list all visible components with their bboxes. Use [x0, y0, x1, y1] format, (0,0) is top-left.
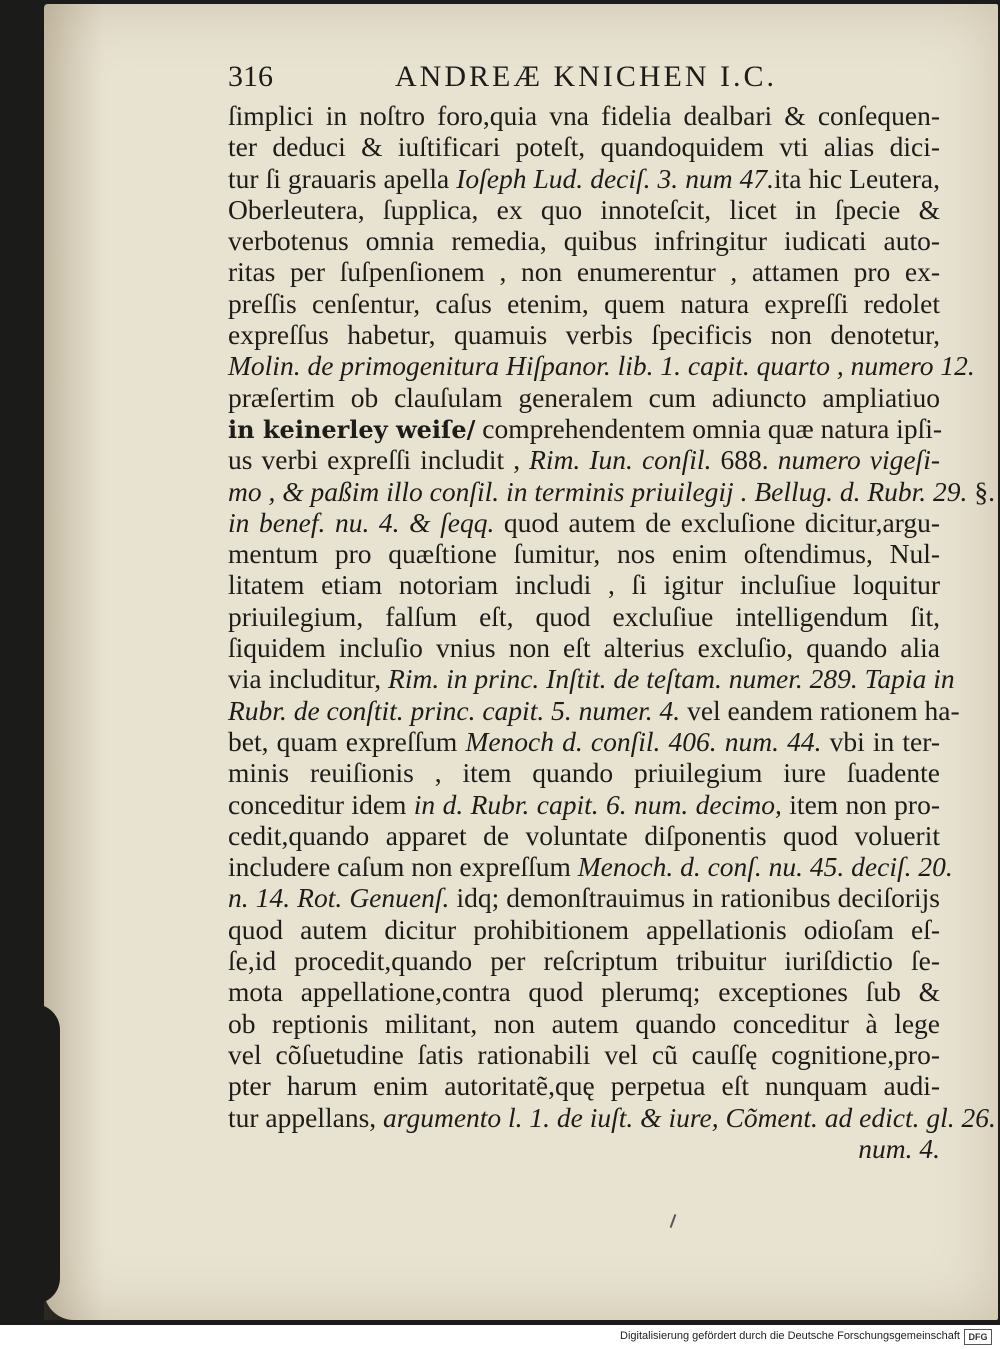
text-segment: preſſis cenſentur, caſus etenim, quem natura expreſſi redolet	[228, 287, 940, 319]
text-segment: mota appellatione,contra quod plerumq; exceptiones ſub &	[228, 976, 940, 1008]
text-segment: 688.	[720, 444, 778, 476]
text-line	[228, 601, 940, 632]
text-line	[228, 412, 943, 444]
text-line	[228, 851, 953, 883]
text-line	[228, 1008, 940, 1039]
italic-citation: numero vigeſi-	[777, 444, 940, 476]
text-segment: ita hic Leutera,	[774, 162, 940, 194]
text-segment: præſertim ob clauſulam generalem cum adiuncto ampliatiuo	[228, 381, 940, 413]
text-line	[228, 444, 940, 475]
footer-bar	[0, 1325, 1000, 1349]
text-segment: minis reuiſionis , item quando priuilegium iure ſuadente	[228, 757, 940, 789]
text-segment: item non pro-	[781, 788, 940, 820]
text-line	[228, 914, 940, 945]
text-line	[228, 789, 940, 820]
text-line	[228, 1039, 940, 1070]
text-segment: via includitur,	[228, 663, 389, 695]
text-line	[228, 945, 940, 976]
text-segment: litatem etiam notoriam includi , ſi igitur incluſiue loquitur	[228, 569, 940, 601]
text-line	[228, 538, 940, 569]
text-segment: vel cõſuetudine ſatis rationabili vel cũ cauſſę cognitione,pro-	[228, 1038, 940, 1070]
page-number: 316	[228, 60, 273, 93]
text-line	[228, 507, 940, 538]
text-segment: ſe,id procedit,quando per reſcriptum tribuitur iuriſdictio ſe-	[228, 945, 940, 977]
text-segment: cedit,quando apparet de voluntate diſponentis quod voluerit	[228, 819, 940, 851]
italic-citation: in benef. nu. 4. & ſeqq.	[228, 506, 495, 538]
text-segment: pter harum enim autoritatẽ,quę perpetua eſt nunquam audi-	[228, 1070, 940, 1102]
italic-citation: num. 4.	[858, 1132, 940, 1164]
text-segment: ritas per ſuſpenſionem , non enumerentur , attamen pro ex-	[228, 256, 940, 288]
text-segment: us verbi expreſſi includit ,	[228, 444, 530, 476]
text-segment: Oberleutera, ſupplica, ex quo innoteſcit, licet in ſpecie &	[228, 193, 940, 225]
text-line	[228, 256, 940, 287]
text-segment: idq; demonſtrauimus in rationibus deciſorijs	[449, 882, 940, 914]
text-line	[228, 1101, 996, 1133]
text-segment: ter deduci & iuſtificari poteſt, quandoquidem vti alias dici-	[228, 131, 940, 163]
text-line	[228, 131, 940, 162]
text-segment: quod autem de excluſione dicitur,argu-	[494, 506, 940, 538]
text-segment: comprehendentem omnia quæ natura ipſi-	[475, 412, 943, 444]
text-segment: conceditur idem	[228, 788, 414, 820]
text-line	[228, 319, 940, 350]
text-line	[228, 1070, 940, 1101]
text-segment: quod autem dicitur prohibitionem appellationis odioſam eſ-	[228, 913, 940, 945]
text-segment: verbotenus omnia remedia, quibus infringitur iudicati auto-	[228, 225, 940, 257]
text-line	[228, 163, 940, 194]
italic-citation: argumento l. 1. de iuſt. & iure, Cõment. ad edict. gl. 26.	[383, 1101, 996, 1133]
text-segment: includere caſum non expreſſum	[228, 851, 578, 883]
text-line	[228, 569, 940, 600]
text-segment: tur ſi grauaris apella	[228, 162, 457, 194]
text-line	[228, 475, 995, 507]
text-line	[228, 726, 940, 757]
italic-citation: Menoch d. conſil. 406. num. 44.	[465, 725, 822, 757]
text-segment: ob reptionis militant, non autem quando conceditur à lege	[228, 1007, 940, 1039]
text-segment: mentum pro quæſtione ſumitur, nos enim oſtendimus, Nul-	[228, 538, 940, 570]
italic-citation: Rim. Iun. conſil.	[529, 444, 721, 476]
italic-citation: Rubr. de conſtit. princ. capit. 5. numer. 4.	[228, 694, 681, 726]
text-segment: §.	[967, 475, 995, 507]
text-line	[228, 194, 940, 225]
text-segment: priuilegium, falſum eſt, quod excluſiue intelligendum ſit,	[228, 600, 940, 632]
text-line	[228, 757, 940, 788]
running-head: ANDREÆ KNICHEN I.C.	[395, 60, 777, 93]
text-segment: vbi in ter-	[821, 725, 940, 757]
italic-citation: n. 14. Rot. Genuenſ.	[228, 882, 450, 914]
text-line	[228, 694, 960, 726]
italic-citation: in d. Rubr. capit. 6. num. decimo,	[413, 788, 782, 820]
text-segment: bet, quam expreſſum	[228, 725, 466, 757]
text-line	[228, 100, 940, 131]
text-segment: ſimplici in noſtro foro,quia vna fidelia dealbari & conſequen-	[228, 100, 940, 131]
italic-citation: Rim. in princ. Inſtit. de teſtam. numer. 289. Tapia in	[388, 663, 955, 695]
italic-citation: mo , & paßim illo conſil. in terminis priuilegij . Bellug. d. Rubr. 29.	[228, 475, 968, 507]
text-line	[228, 1133, 940, 1164]
body-text	[228, 100, 996, 1164]
footer-credit: Digitalisierung gefördert durch die Deutsche Forschungsgemeinschaft	[620, 1330, 960, 1342]
italic-citation: Molin. de primogenitura Hiſpanor. lib. 1. capit. quarto , numero 12.	[228, 350, 975, 382]
italic-citation: Menoch. d. conſ. nu. 45. deciſ. 20.	[577, 851, 953, 883]
text-line	[228, 976, 940, 1007]
text-line	[228, 820, 940, 851]
italic-citation: Ioſeph Lud. deciſ. 3. num 47.	[456, 162, 774, 194]
text-segment: tur appellans,	[228, 1101, 384, 1133]
text-line	[228, 882, 940, 913]
text-line	[228, 632, 940, 663]
text-line	[228, 288, 940, 319]
dfg-logo-icon: DFG	[964, 1329, 992, 1345]
text-line	[228, 663, 955, 695]
text-segment: expreſſus habetur, quamuis verbis ſpecificis non denotetur,	[228, 319, 940, 351]
blackletter-phrase: in keinerley weiſe/	[228, 414, 476, 444]
page-header	[228, 58, 940, 102]
text-segment: vel eandem rationem ha-	[680, 694, 960, 726]
text-line	[228, 350, 975, 382]
text-segment: ſiquidem incluſio vnius non eſt alterius excluſio, quando alia	[228, 632, 940, 664]
text-line	[228, 225, 940, 256]
text-line	[228, 382, 940, 413]
